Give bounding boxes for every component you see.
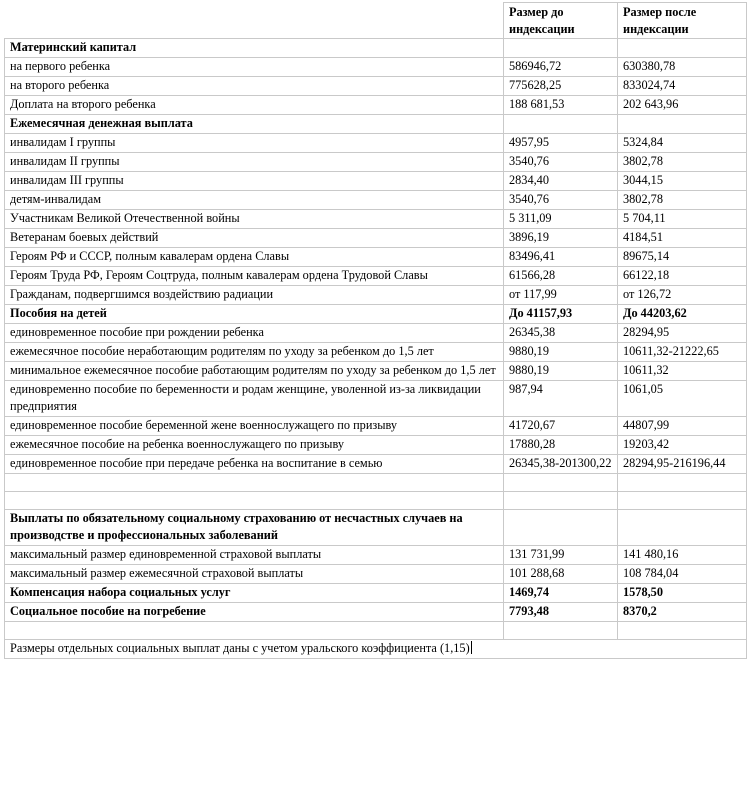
table-row xyxy=(5,248,747,267)
value-after-indexation xyxy=(618,492,747,510)
value-after-indexation: 630380,78 xyxy=(618,58,747,77)
table-spacer-row xyxy=(5,474,747,492)
value-before-indexation: 131 731,99 xyxy=(504,546,618,565)
value-after-indexation xyxy=(618,622,747,640)
value-before-indexation xyxy=(504,510,618,546)
value-before-indexation xyxy=(504,622,618,640)
value-before-indexation: До 41157,93 xyxy=(504,305,618,324)
section-label: Материнский капитал xyxy=(5,39,504,58)
row-label: Героям РФ и СССР, полным кавалерам ордена Славы xyxy=(5,248,504,267)
footnote-row xyxy=(5,640,747,659)
table-spacer-row xyxy=(5,492,747,510)
row-label: единовременное пособие при рождении ребенка xyxy=(5,324,504,343)
value-after-indexation: 202 643,96 xyxy=(618,96,747,115)
value-before-indexation: 83496,41 xyxy=(504,248,618,267)
row-label: Участникам Великой Отечественной войны xyxy=(5,210,504,229)
value-before-indexation xyxy=(504,474,618,492)
row-label: Ветеранам боевых действий xyxy=(5,229,504,248)
value-after-indexation: 3044,15 xyxy=(618,172,747,191)
value-before-indexation: 775628,25 xyxy=(504,77,618,96)
row-label: детям-инвалидам xyxy=(5,191,504,210)
header-cell-after-indexation: Размер после индексации xyxy=(618,3,747,39)
value-after-indexation: 5 704,11 xyxy=(618,210,747,229)
value-before-indexation xyxy=(504,115,618,134)
text-cursor xyxy=(471,641,472,654)
table-row xyxy=(5,267,747,286)
table-row xyxy=(5,565,747,584)
value-before-indexation: 1469,74 xyxy=(504,584,618,603)
table-row xyxy=(5,286,747,305)
value-after-indexation xyxy=(618,510,747,546)
row-label: единовременное пособие при передаче ребенка на воспитание в семью xyxy=(5,455,504,474)
table-section-row xyxy=(5,39,747,58)
table-row xyxy=(5,153,747,172)
table-section-row xyxy=(5,510,747,546)
row-label: ежемесячное пособие на ребенка военнослужащего по призыву xyxy=(5,436,504,455)
value-after-indexation: 8370,2 xyxy=(618,603,747,622)
row-label: максимальный размер ежемесячной страховой выплаты xyxy=(5,565,504,584)
value-before-indexation: 2834,40 xyxy=(504,172,618,191)
table-section-row xyxy=(5,603,747,622)
value-before-indexation: 26345,38-201300,22 xyxy=(504,455,618,474)
value-before-indexation: 7793,48 xyxy=(504,603,618,622)
row-label: единовременно пособие по беременности и родам женщине, уволенной из-за ликвидации предприятия xyxy=(5,381,504,417)
row-label: минимальное ежемесячное пособие работающим родителям по уходу за ребенком до 1,5 лет xyxy=(5,362,504,381)
value-after-indexation: 89675,14 xyxy=(618,248,747,267)
row-label: ежемесячное пособие неработающим родителям по уходу за ребенком до 1,5 лет xyxy=(5,343,504,362)
table-body xyxy=(5,3,747,659)
value-before-indexation: 26345,38 xyxy=(504,324,618,343)
value-after-indexation: До 44203,62 xyxy=(618,305,747,324)
value-after-indexation: 28294,95 xyxy=(618,324,747,343)
table-section-row xyxy=(5,305,747,324)
value-before-indexation: 188 681,53 xyxy=(504,96,618,115)
value-before-indexation xyxy=(504,39,618,58)
value-after-indexation: 66122,18 xyxy=(618,267,747,286)
table-header-row xyxy=(5,3,747,39)
value-after-indexation: 108 784,04 xyxy=(618,565,747,584)
table-row xyxy=(5,134,747,153)
section-label: Социальное пособие на погребение xyxy=(5,603,504,622)
value-after-indexation: 19203,42 xyxy=(618,436,747,455)
value-after-indexation: от 126,72 xyxy=(618,286,747,305)
row-label: инвалидам I группы xyxy=(5,134,504,153)
table-row xyxy=(5,324,747,343)
value-before-indexation: 5 311,09 xyxy=(504,210,618,229)
value-before-indexation: 3540,76 xyxy=(504,153,618,172)
table-row xyxy=(5,96,747,115)
table-row xyxy=(5,381,747,417)
value-after-indexation: 5324,84 xyxy=(618,134,747,153)
value-after-indexation: 3802,78 xyxy=(618,153,747,172)
table-row xyxy=(5,362,747,381)
footnote-label: Размеры отдельных социальных выплат даны с учетом уральского коэффициента (1,15) xyxy=(10,641,470,655)
row-label: максимальный размер единовременной страховой выплаты xyxy=(5,546,504,565)
row-label: единовременное пособие беременной жене военнослужащего по призыву xyxy=(5,417,504,436)
value-after-indexation: 10611,32 xyxy=(618,362,747,381)
table-row xyxy=(5,191,747,210)
value-before-indexation xyxy=(504,492,618,510)
section-label: Ежемесячная денежная выплата xyxy=(5,115,504,134)
row-label: инвалидам II группы xyxy=(5,153,504,172)
section-label: Компенсация набора социальных услуг xyxy=(5,584,504,603)
value-before-indexation: 9880,19 xyxy=(504,343,618,362)
row-label: на первого ребенка xyxy=(5,58,504,77)
table-section-row xyxy=(5,115,747,134)
social-benefits-table xyxy=(4,2,747,659)
value-before-indexation: 3540,76 xyxy=(504,191,618,210)
value-before-indexation: 17880,28 xyxy=(504,436,618,455)
table-row xyxy=(5,455,747,474)
section-label: Пособия на детей xyxy=(5,305,504,324)
value-after-indexation: 44807,99 xyxy=(618,417,747,436)
value-before-indexation: 4957,95 xyxy=(504,134,618,153)
table-row xyxy=(5,343,747,362)
row-label: Героям Труда РФ, Героям Соцтруда, полным кавалерам ордена Трудовой Славы xyxy=(5,267,504,286)
table-row xyxy=(5,210,747,229)
row-label xyxy=(5,622,504,640)
table-row xyxy=(5,229,747,248)
value-before-indexation: 3896,19 xyxy=(504,229,618,248)
table-row xyxy=(5,58,747,77)
value-after-indexation: 3802,78 xyxy=(618,191,747,210)
value-after-indexation: 141 480,16 xyxy=(618,546,747,565)
table-spacer-row xyxy=(5,622,747,640)
value-after-indexation: 4184,51 xyxy=(618,229,747,248)
value-after-indexation: 10611,32-21222,65 xyxy=(618,343,747,362)
table-row xyxy=(5,172,747,191)
value-before-indexation: 9880,19 xyxy=(504,362,618,381)
value-before-indexation: 586946,72 xyxy=(504,58,618,77)
table-row xyxy=(5,417,747,436)
footnote-text xyxy=(5,640,747,659)
header-cell-before-indexation: Размер до индексации xyxy=(504,3,618,39)
value-after-indexation: 28294,95-216196,44 xyxy=(618,455,747,474)
row-label xyxy=(5,492,504,510)
row-label: Гражданам, подвергшимся воздействию радиации xyxy=(5,286,504,305)
value-before-indexation: 61566,28 xyxy=(504,267,618,286)
header-cell-empty xyxy=(5,3,504,39)
value-before-indexation: 41720,67 xyxy=(504,417,618,436)
table-section-row xyxy=(5,584,747,603)
value-before-indexation: 101 288,68 xyxy=(504,565,618,584)
value-after-indexation xyxy=(618,39,747,58)
table-row xyxy=(5,546,747,565)
table-row xyxy=(5,77,747,96)
section-label: Выплаты по обязательному социальному страхованию от несчастных случаев на производстве и профессиональных заболеваний xyxy=(5,510,504,546)
value-after-indexation: 833024,74 xyxy=(618,77,747,96)
row-label: инвалидам III группы xyxy=(5,172,504,191)
value-after-indexation: 1061,05 xyxy=(618,381,747,417)
row-label: Доплата на второго ребенка xyxy=(5,96,504,115)
value-before-indexation: 987,94 xyxy=(504,381,618,417)
row-label xyxy=(5,474,504,492)
value-before-indexation: от 117,99 xyxy=(504,286,618,305)
value-after-indexation xyxy=(618,474,747,492)
row-label: на второго ребенка xyxy=(5,77,504,96)
table-row xyxy=(5,436,747,455)
value-after-indexation xyxy=(618,115,747,134)
value-after-indexation: 1578,50 xyxy=(618,584,747,603)
